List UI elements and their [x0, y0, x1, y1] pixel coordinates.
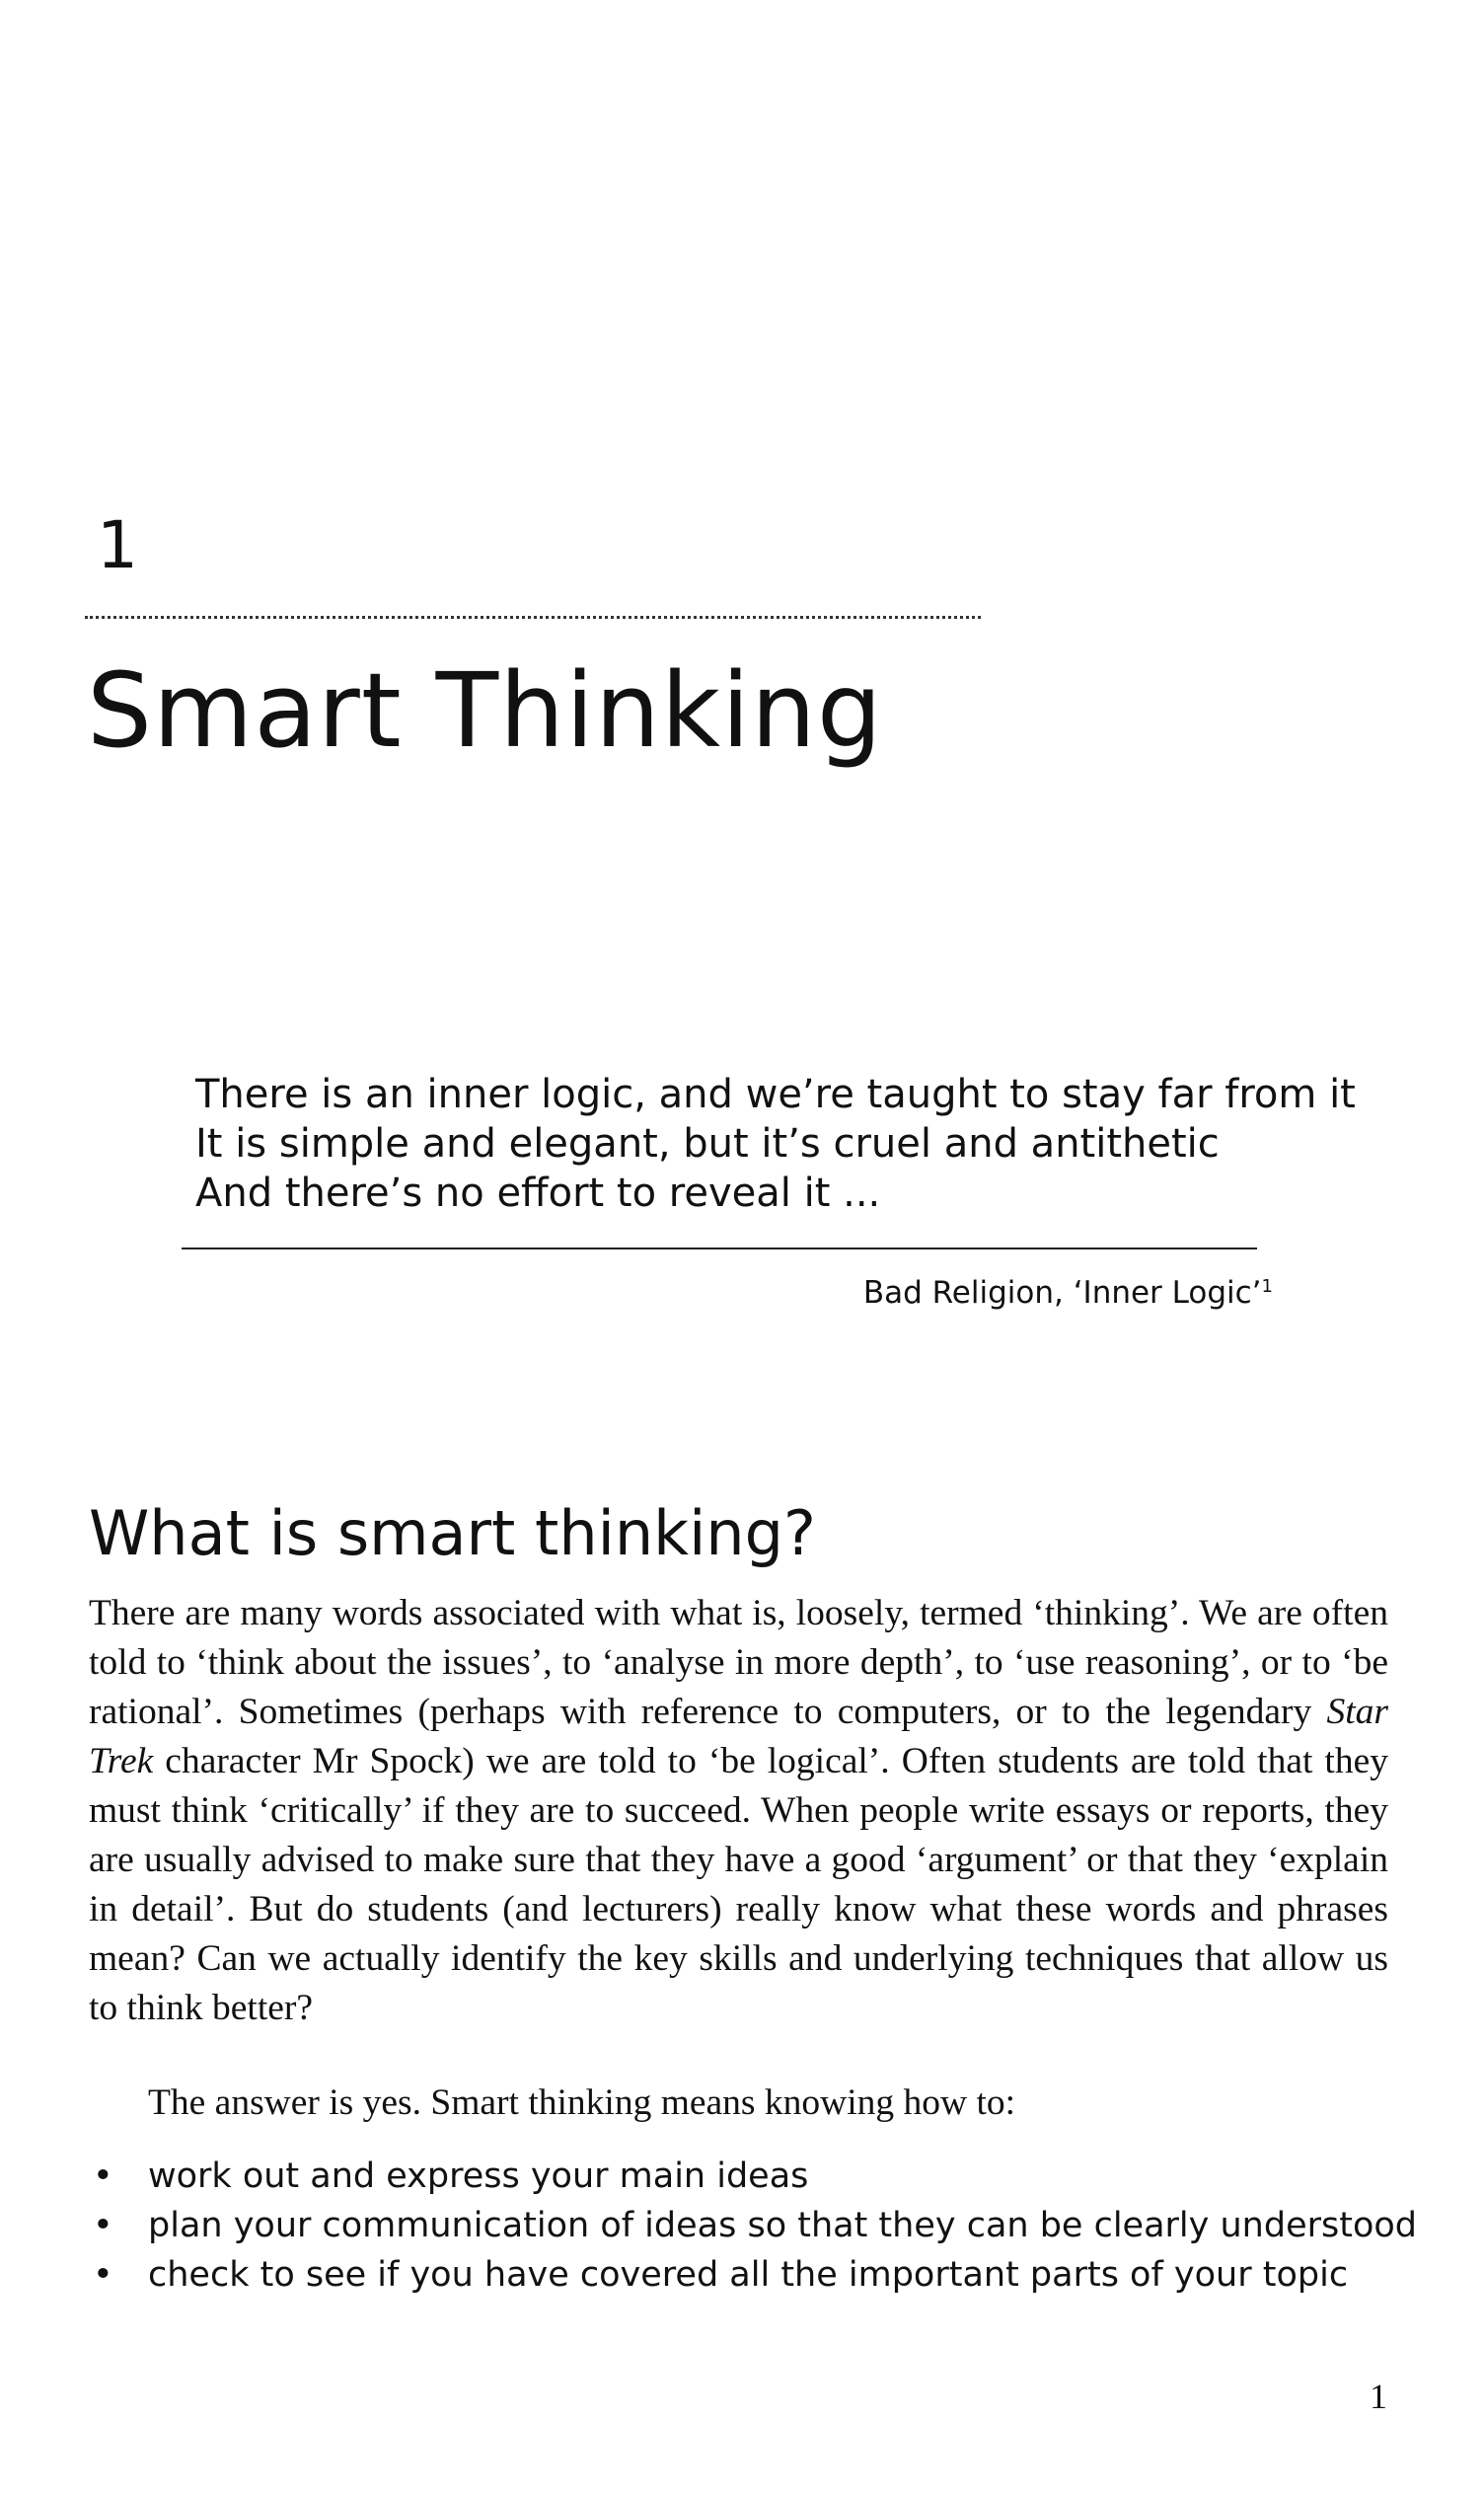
chapter-number: 1	[97, 507, 138, 583]
epigraph-divider	[182, 1248, 1257, 1249]
italic-title: Star Trek	[89, 1692, 1388, 1781]
chapter-divider	[85, 616, 981, 619]
paragraph-text: There are many words associated with what is, loosely, termed ‘thinking’. We are often told to ‘think about the issues’, to ‘analyse in more depth’, to ‘use reasoning’, or to ‘be rational’. Sometimes (perhaps with reference to computers, or to the legendary	[89, 1593, 1388, 1732]
epigraph-line: There is an inner logic, and we’re taught to stay far from it	[195, 1072, 1356, 1117]
bullet-list	[89, 2152, 1417, 2300]
bullet-icon: •	[93, 2156, 113, 2196]
bullet-icon: •	[93, 2255, 113, 2295]
page-number: 1	[1370, 2377, 1387, 2416]
chapter-title: Smart Thinking	[87, 650, 883, 771]
paragraph-text: character Mr Spock) we are told to ‘be logical’. Often students are told that they must think ‘critically’ if they are to succeed. When people write essays or reports, they are usually advised to make sure that they have a good ‘argument’ or that they ‘explain in detail’. But do students (and lecturers) really know what these words and phrases mean? Can we actually identify the key skills and underlying techniques that allow us to think better?	[89, 1741, 1388, 2028]
bullet-icon: •	[93, 2206, 113, 2245]
list-item-text: work out and express your main ideas	[148, 2156, 809, 2196]
list-item	[89, 2201, 1417, 2250]
body-paragraph: The answer is yes. Smart thinking means knowing how to:	[148, 2082, 1016, 2123]
footnote-marker: 1	[1261, 1276, 1273, 1297]
list-item-text: plan your communication of ideas so that they can be clearly understood	[148, 2206, 1417, 2245]
list-item	[89, 2152, 1401, 2201]
epigraph-line: And there’s no effort to reveal it ...	[195, 1171, 881, 1216]
section-heading: What is smart thinking?	[89, 1497, 816, 1569]
list-item-text: check to see if you have covered all the important parts of your topic	[148, 2255, 1349, 2295]
list-item	[89, 2250, 1401, 2300]
epigraph-source-text: Bad Religion, ‘Inner Logic’	[862, 1275, 1262, 1311]
epigraph-attribution	[863, 1273, 1273, 1313]
body-paragraph	[89, 1589, 1388, 2033]
epigraph-line: It is simple and elegant, but it’s cruel and antithetic	[195, 1121, 1220, 1167]
epigraph	[195, 1070, 1356, 1218]
